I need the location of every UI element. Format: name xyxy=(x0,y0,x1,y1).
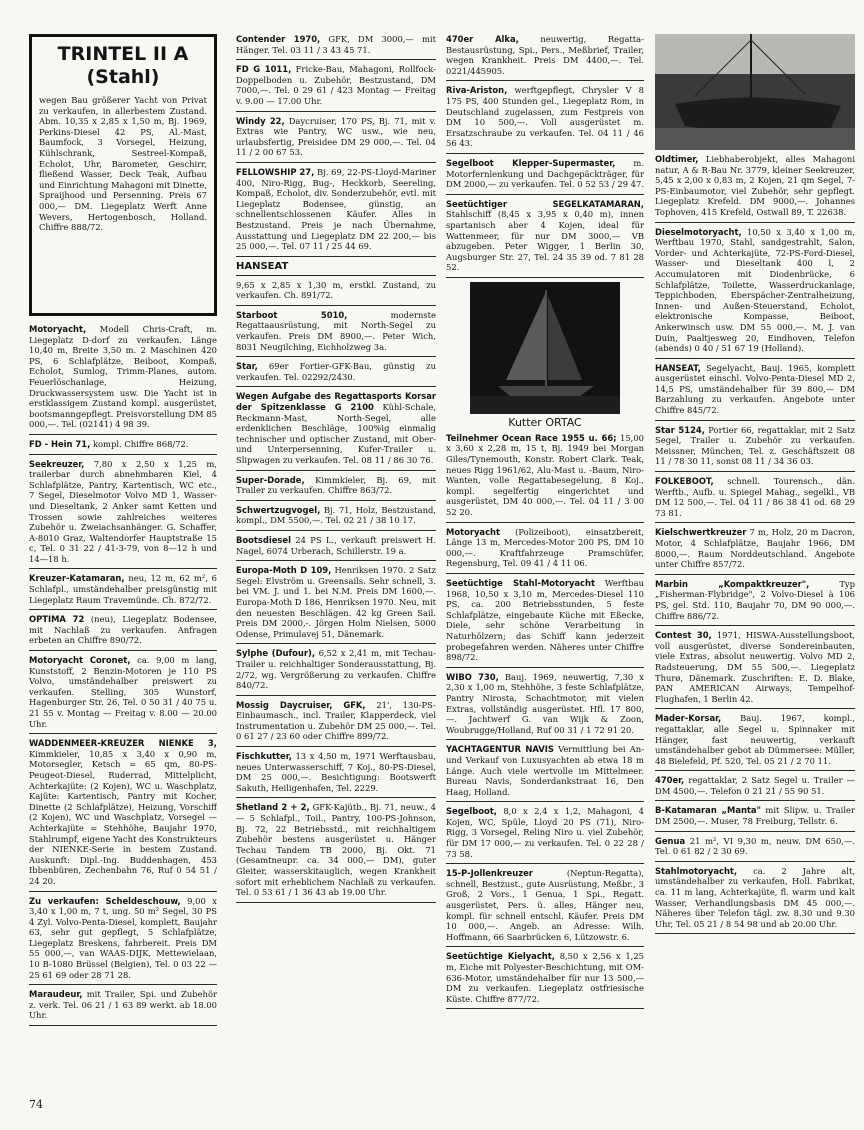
classified-ad-text: Typ „Fisherman-Flybridge", 2 Volvo-Diesel à 106 PS, gel. Std. 110, Baujahr 70, DM 90 000,—. Chiffre 886/72. xyxy=(655,578,855,621)
classified-ad-title: FOLKEBOOT, xyxy=(655,476,714,487)
classified-ad xyxy=(236,116,436,163)
classified-ad xyxy=(655,579,855,626)
classified-ad-text: Fricke-Bau, Mahagoni, Rollfock-Doppelboden u. Zubehör, Bestzustand, DM 7000,—. Tel. 0 29 61 / 423 Montag — Freitag v. 9.00 — 17.00 Uhr. xyxy=(236,64,436,106)
classified-ad-text: 8,50 x 2,56 x 1,25 m, Eiche mit Polyester-Beschichtung, mit OM-636-Motor, umständehalber für nur 13 500,— DM zu verkaufen. Liegeplatz ostfriesische Küste. Chiffre 877/72. xyxy=(446,951,644,1004)
classified-ad-text: Bauj. 1967, kompl., regattaklar, alle Segel u. Spinnaker mit Hänger, fast neuwertig, verkauft umständehalber gebot ab Dümmersee: Müller, 48 Bielefeld, Pf. 520, Tel. 05 21 / 2 70 11. xyxy=(655,713,855,766)
classified-ad-title: Riva-Ariston, xyxy=(446,85,508,96)
classified-ad xyxy=(29,573,217,610)
classified-ad-title: WIBO 730, xyxy=(446,671,499,682)
classified-ad-title: Genua xyxy=(655,835,686,846)
classified-ad-text: werftgepflegt, Chrysler V 8 175 PS, 400 Stunden gel., Liegeplatz Rom, in Deutschland zugelassen, zum Festpreis von DM 10 500,—. Voll ausgerüstet m. Ersatzschraube zu verkaufen. Tel. 04 11 / 46 56 43. xyxy=(446,85,644,149)
classified-ad-text: neu, 12 m, 62 m², 6 Schlafpl., umständehalber preisgünstig mit Liegeplatz Raum Travemünde. Ch. 872/72. xyxy=(29,573,217,605)
classified-ad-title: Starboot 5010, xyxy=(236,309,348,320)
kutter-ortac-title: Teilnehmer Ocean Race 1955 u. 66; xyxy=(446,432,617,443)
classified-ad xyxy=(446,34,644,81)
classified-ad-text: Portier 66, regattaklar, mit 2 Satz Segel, Trailer u. Zubehör zu verkaufen. Meissner, München, Tel. z. Geschäftszeit 08 11 / 78 30 11, sonst 08 11 / 34 36 03. xyxy=(655,424,855,467)
classified-ad-title: Segelboot Klepper-Supermaster, xyxy=(446,157,616,168)
classified-ad-text: Segelyacht, Bauj. 1965, komplett ausgerüstet einschl. Volvo-Penta-Diesel MD 2, 14,5 PS, umständehalber für 39 800,— DM Barzahlung zu verkaufen. Angebote unter Chiffre 845/72. xyxy=(655,362,855,416)
classified-ad-text: 69er Fortier-GFK-Bau, günstig zu verkaufen. Tel. 02292/2430. xyxy=(236,361,436,382)
kutter-ortac-photo xyxy=(470,282,620,414)
oldtimer-photo xyxy=(655,34,855,150)
classified-ad xyxy=(29,989,217,1026)
classified-ad xyxy=(29,324,217,435)
classified-ad-title: Contest 30, xyxy=(655,630,712,641)
classified-ad-title: Seetüchtige Stahl-Motoryacht xyxy=(446,578,595,588)
classified-ad-text: schnell. Tourensch., dän. Werftb., Aufb. u. Spiegel Mahag., segelkl., VB DM 12 500,—. Tel. 04 11 / 86 38 41 od. 68 29 73 81. xyxy=(655,476,855,518)
classified-ad-title: HANSEAT, xyxy=(655,362,701,373)
classified-ad-title: Seetüchtige Kielyacht, xyxy=(446,951,555,962)
classified-ad-title: Motoryacht Coronet, xyxy=(29,655,131,666)
classified-ad-text: neuwertig, Regatta-Bestausrüstung, Spi., Pers., Meßbrief, Trailer, wegen Krankheit. Preis DM 4400,—. Tel. 0221/445905. xyxy=(446,34,644,76)
classified-ad-text: (neu), Liegeplatz Bodensee, mit Nachlaß zu verkaufen. Anfragen erbeten an Chiffre 890/72. xyxy=(29,614,217,646)
classified-ad-text: 7,80 x 2,50 x 1,25 m, trailerbar durch abnehmbaren Kiel, 4 Schlafplätze, Pantry, Kartentisch, WC etc., 7 Segel, Dieselmotor Volvo MD 1, Wasser- und Dieseltank, 2 Anker samt Ketten und Trossen sowie zahlreiches weiteres Zubehör u. Zweiachsanhänger. G. Schaffer, A-8010 Graz, Waltendorfer Hauptstraße 15 c, Tel. 0 31 22 / 41-3-79, von 8—12 h und 14—18 h. xyxy=(29,458,217,564)
classified-ad-text: Stahlschiff (8,45 x 3,95 x 0,40 m), innen spartanisch aber 4 Kojen, ideal für Wattenmeer, für nur DM 3000,— VB abzugeben. Peter Wigger, 1 Berlin 30, Augsburger Str. 27, Tel. 24 35 39 od. 7 81 28 52. xyxy=(446,209,644,273)
oldtimer-ad xyxy=(655,154,855,223)
classified-ad xyxy=(655,527,855,574)
classified-ad-text: mit Slipw. u. Trailer DM 2500,—. Muser, 78 Freiburg, Tellstr. 6. xyxy=(655,805,855,827)
oldtimer-title: Oldtimer, xyxy=(655,154,699,164)
classified-ad-text: 6,52 x 2,41 m, mit Techau-Trailer u. reichhaltiger Sonderausstattung, Bj. 2/72, wg. Vergrößerung zu verkaufen. Chiffre 840/72. xyxy=(236,648,436,691)
classified-ad xyxy=(655,866,855,935)
classified-ad-text: 21', 130-PS-Einbaumasch., incl. Trailer, Klapperdeck, viel Instrumentation u. Zubehör DM 25 000,—. Tel. 0 61 27 / 23 60 oder Chiffre 899/72. xyxy=(236,699,436,742)
classified-ad xyxy=(446,578,644,668)
classified-ad-title: FD G 1011, xyxy=(236,64,292,75)
classified-ad-title: Kreuzer-Katamaran, xyxy=(29,573,125,584)
classified-ad-title: Seetüchtiger SEGELKATAMARAN, xyxy=(446,198,644,209)
page-number: 74 xyxy=(29,1098,43,1111)
classified-ad xyxy=(655,425,855,472)
classified-ad-title: Star 5124, xyxy=(655,424,705,435)
classified-ad xyxy=(446,527,644,574)
column-1-ads xyxy=(29,324,217,1026)
classified-ad-title: Zu verkaufen: Scheldeschouw, xyxy=(29,895,181,906)
classified-ad xyxy=(236,310,436,357)
classified-ad-title: Kielschwertkreuzer xyxy=(655,527,747,538)
classified-ad-text: kompl. Chiffre 868/72. xyxy=(92,438,189,449)
classified-ad-text: GFK, DM 3000,— mit Hänger. Tel. 03 11 / 3 43 45 71. xyxy=(236,34,436,55)
classified-ad xyxy=(236,361,436,387)
classified-ad-text: 24 PS L., verkauft preiswert H. Nagel, 6074 Urberach, Schillerstr. 19 a. xyxy=(236,534,436,556)
classified-ad-text: Henriksen 1970. 2 Satz Segel: Elvström u. Greensails. Sehr schnell, 3. bei VM. J. und 1. bei N.M. Preis DM 1600,—. Europa-Moth D 186, Henriksen 1970. Neu, mit den neuesten Beschlägen. 42 kg Green Sail. Preis DM 2000,-. Jörgen Holm Nielsen, 5000 Odense, Primulavej 51, Dänemark. xyxy=(236,565,436,639)
classified-ad-text: Bj. 69, 22-PS-Lloyd-Mariner 400, Niro-Rigg, Bug-, Heckkorb, Seereling, Kompaß, Echolot, div. Sonderzubehör, evtl. mit Liegeplatz Bodensee, günstig, an schnellentschlossenen Käufer. Alles in Bestzustand. Preis je nach Übernahme, Ausstattung und Liegeplatz DM 22 200,— bis 25 000,—. Tel. 07 11 / 25 44 69. xyxy=(236,166,436,252)
classified-ad-text: Bauj. 1969, neuwertig, 7,30 x 2,30 x 1,00 m, Stehhöhe, 3 feste Schlafplätze, Pantry Nirosta, Schachtmotor, mit vielen Extras, vollständig ausgerüstet. Hfl. 17 800,—. Jachtwerf G. van Wijk & Zoon, Woubrugge/Holland, Ruf 00 31 / 1 72 91 20. xyxy=(446,671,644,735)
classified-ad xyxy=(655,805,855,831)
classified-ad-text: ca. 9,00 m lang, Kunststoff, 2 Benzin-Motoren je 110 PS Volvo, umständehalber preiswert zu verkaufen. Stelling, 305 Wunstorf, Hagenburger Str. 26, Tel. 0 50 31 / 40 75 u. 21 55 v. Montag — Freitag v. 8.00 — 20.00 Uhr. xyxy=(29,655,217,729)
classified-ad-text: 7 m, Holz, 20 m Dacron, Motor, 4 Schlafplätze, Baujahr 1966, DM 8000,—. Raum Norddeutschland. Angebote unter Chiffre 857/72. xyxy=(655,527,855,570)
classified-ad xyxy=(655,836,855,862)
classified-ad xyxy=(236,802,436,902)
classified-ad xyxy=(236,648,436,695)
classified-ad-title: Marbin „Kompaktkreuzer", xyxy=(655,578,810,589)
classified-ad-text: 13 x 4,50 m, 1971 Werftausbau, neues Unterwasserschiff, 7 Koj., 80-PS-Diesel, DM 25 000,—. Besichtigung: Bootswerft Sakuth, Heiligenhafen, Tel. 2229. xyxy=(236,751,436,793)
classified-ad xyxy=(236,700,436,747)
oldtimer-text: Liebhaberobjekt, alles Mahagoni natur, A & R-Bau Nr. 3779, kleiner Seekreuzer, 5,45 x 2,00 x 0,83 m, 2 Kojen, 21 qm Segel, 7-PS-Einbaumotor, viel Zubehör, sehr gepflegt. Liegeplatz Krefeld. DM 9000,—. Johannes Tophoven, 415 Krefeld, Ostwall 89, T. 22638. xyxy=(655,154,855,217)
classified-ad xyxy=(236,167,436,257)
classified-ad xyxy=(446,868,644,947)
classified-ad-title: WADDENMEER-KREUZER NIENKE 3, xyxy=(29,738,217,749)
classified-ad-title: Maraudeur, xyxy=(29,989,83,1000)
classified-ad-title: 15-P-Jollenkreuzer xyxy=(446,868,533,879)
classified-ad xyxy=(29,459,217,570)
classified-ad-title: FD - Hein 71, xyxy=(29,438,91,449)
classified-ad xyxy=(236,475,436,501)
classified-ad xyxy=(446,806,644,864)
classified-ad-title: Schwertzugvogel, xyxy=(236,504,321,515)
hanseat-ad xyxy=(236,261,436,306)
classified-ad-text: ca. 2 Jahre alt, umständehalber zu verkaufen, Holl. Fabrikat, ca. 11 m lang, Achterkajüte, fl. warm und kalt Wasser, Verhandlungsbasis DM 45 000,—. Näheres über Telefon tägl. zw. 8.30 und 9.30 Uhr, Tel. 05 21 / 8 54 98 und ab 20.00 Uhr. xyxy=(655,865,855,929)
classified-ad-text: Vermittlung bei An- und Verkauf von Luxusyachten ab etwa 18 m Länge. Auch viele wertvolle im Mittelmeer. Bureau Navis, Sonderdankstraat 16, Den Haag, Holland. xyxy=(446,744,644,797)
classified-ad-title: Dieselmotoryacht, xyxy=(655,226,742,237)
classified-ad-text: (Polizeiboot), einsatzbereit, Länge 13 m, Mercedes-Motor 200 PS, DM 10 000,—. Kraftfahrzeuge Pramschüfer, Regensburg, Tel. 09 41 / 4 11 06. xyxy=(446,526,644,569)
classified-ad-title: Bootsdiesel xyxy=(236,534,291,545)
classified-ad xyxy=(655,227,855,359)
classified-ad xyxy=(446,672,644,741)
classified-ad xyxy=(29,896,217,986)
classified-ad xyxy=(29,614,217,651)
classified-ad-text: Kimmkieler, 10,85 x 3,40 x 0,90 m, Motorsegler, Ketsch = 65 qm, 80-PS-Peugeot-Diesel, Ruderrad, Mittelplicht, Achterkajüte: (2 Kojen), WC u. Waschplatz, Kajüte: Kartentisch, Pantry mit Kocher, Dinette (2 Schlafplätze), Heizung, Vorschiff (2 Kojen), WC und Waschplatz, Vorsegel — Achterkajüte = Stehhöhe, Baujahr 1970, Stahlrumpf, eigene Yacht des Konstrukteurs der NIENKE-Serie in bestem Zustand. Auskunft: Dipl.-Ing. Buddenhagen, 453 Ibbenbüren, Zechenbahn 76, Ruf 0 54 51 / 24 20. xyxy=(29,748,217,886)
kutter-ortac-caption: Kutter ORTAC xyxy=(508,415,582,429)
classified-ad xyxy=(29,655,217,734)
classified-ad-title: 470er Alka, xyxy=(446,34,519,44)
classified-ad-text: 9,00 x 3,40 x 1,00 m, 7 t, ung. 50 m² Segel, 30 PS 4 Zyl. Volvo-Penta-Diesel, komplett, Baujahr 63, sehr gut gepflegt, 5 Schlafplätze, Liegeplatz Breskens, fahrbereit. Preis DM 55 000,—, van WAAS-DIJK, Mettewielaan, 10 B-1080 Brüssel (Belgien), Tel. 0 03 22 — 25 61 69 oder 28 71 28. xyxy=(29,895,217,980)
kutter-ortac-ad xyxy=(446,433,644,523)
sailboat-photo-icon xyxy=(470,282,620,414)
kutter-ortac-text: 15,00 x 3,60 x 2,28 m, 15 t, Bj. 1949 bei Morgan Giles/Tynemouth, Konstr. Robert Clark. Teak, neues Rigg 1961/62, Alu-Mast u. -Baum, Niro-Wanten, volle Regattabesegelung, 8 Koj., kompl. segelfertig eingerichtet und ausgerüstet, DM 40 000,—. Tel. 04 11 / 3 00 52 20. xyxy=(446,432,644,518)
classified-ad xyxy=(655,775,855,801)
classified-ad-text: (Neptun-Regatta), schnell, Bestzust., gute Ausrüstung, Meßbr., 3 Groß, 2 Vors., 1 Genua, 1 Spi., Regatt. ausgerüstet, Pers. ü. alles, Hänger neu, kompl. für schnell entschl. Käufer. Preis DM 10 000,—. Angeb. an Adresse: Wilh. Hoffmann, 66 Saarbrücken 6, Lützowstr. 6. xyxy=(446,868,644,942)
classified-ad-title: Windy 22, xyxy=(236,115,285,126)
hanseat-heading: HANSEAT xyxy=(236,261,436,276)
classified-ad-title: YACHTAGENTUR NAVIS xyxy=(446,744,554,755)
classified-ad-text: Kühl-Schale, Reckmann-Mast, North-Segel, alle erdenklichen Beschläge, 100%ig einmalig technischer und optischer Zustand, mit Ober- und Unterpersenning, Kufer-Trailer u. Slipwagen zu verkaufen. Tel. 08 11 / 86 30 76. xyxy=(236,402,436,465)
classified-ad-title: Motoryacht, xyxy=(29,324,87,334)
classified-ad-text: modernste Regattaausrüstung, mit North-Segel zu verkaufen. Preis DM 8900,—. Peter Wich, 8031 Neugilching, Eichholzweg 3a. xyxy=(236,309,436,352)
column-2-ads-top xyxy=(236,34,436,257)
classified-ad-title: Fischkutter, xyxy=(236,751,292,762)
classified-ad-text: regattaklar, 2 Satz Segel u. Trailer — DM 4500,—. Telefon 0 21 21 / 55 90 51. xyxy=(655,775,855,796)
classified-ad-title: Contender 1970, xyxy=(236,34,321,44)
classified-ad xyxy=(446,199,644,278)
classified-ad-text: Kimmkieler, Bj. 69, mit Trailer zu verkaufen. Chiffre 863/72. xyxy=(236,474,436,496)
classified-ad-title: FELLOWSHIP 27, xyxy=(236,166,315,177)
classified-ad xyxy=(446,85,644,154)
classified-ad-text: 10,50 x 3,40 x 1,00 m, Werftbau 1970, Stahl, sandgestrahlt, Salon, Vorder- und Achterkajüte, 72-PS-Ford-Diesel, Wasser- und Dieseltank 400 l, 2 Accumulatoren mit Diodenbrücke, 6 Schlafplätze, Toilette, Wasserdruckanlage, Teppichboden, Eberspächer-Zentralheizung, Innen- und Außen-Steuerstand, Echolot, elektronische Kompasse, Beiboot, Ankerwinsch usw. DM 55 000,—. M. J. van Duin, Paaltjesweg 20, Eindhoven, Telefon (abends) 0 40 / 51 67 19 (Holland). xyxy=(655,226,855,354)
classified-ad-text: m. Motorfernlenkung und Dachgepäckträger, für DM 2000,— zu verkaufen. Tel. 0 52 53 / 29 47. xyxy=(446,157,644,190)
classified-ad xyxy=(236,391,436,470)
classified-ad xyxy=(446,951,644,1009)
column-4 xyxy=(655,34,855,938)
classified-ad-title: Star, xyxy=(236,361,258,372)
column-3-ads-top xyxy=(446,34,644,278)
column-3 xyxy=(446,34,644,1013)
classified-ad xyxy=(655,363,855,421)
classified-ad-text: 21 m², VI 9,30 m, neuw. DM 650,—. Tel. 0 61 82 / 2 30 69. xyxy=(655,835,855,857)
featured-ad-text: wegen Bau größerer Yacht von Privat zu verkaufen, in allerbestem Zustand. Abm. 10,35 x 2,85 x 1,50 m, Bj. 1969, Perkins-Diesel 42 PS, Al.-Mast, Baumfock, 3 Vorsegel, Heizung, Kühlschrank, Sestreel-Kompaß, Echolot, Uhr, Barometer, Geschirr, fließend Wasser, Deck Teak, Aufbau und Einrichtung Mahagoni mit Dinette, Spraijhood und Persenning. Preis 67 000,— DM. Liegeplatz Werft Anne Wevers, Hertogenbosch, Holland. Chiffre 888/72. xyxy=(39,95,207,233)
classified-ad-text: 8,0 x 2,4 x 1,2, Mahagoni, 4 Kojen, WC, Spüle, Lloyd 20 PS (71), Niro-Rigg, 3 Vorsegel, Reling Niro u. viel Zubehör, für DM 17 000,— zu verkaufen. Tel. 0 22 28 / 73 58. xyxy=(446,806,644,859)
classified-ad xyxy=(236,64,436,111)
classified-ad-text: GFK-Kajütb., Bj. 71, neuw., 4 — 5 Schlafpl., Toil., Pantry, 100-PS-Johnson, Bj. 72, 22 Betriebsstd., mit reichhaltigem Zubehör bestens ausgerüstet u. Hänger Techau Tandem TB 2000, Bj. Okt. 71 (Gesamtneupr. ca. 34 000,— DM), guter Gleiter, wasserskitauglich, wegen Krankheit sofort mit erheblichem Nachlaß zu verkaufen. Tel. 0 53 61 / 1 36 43 ab 19.00 Uhr. xyxy=(236,802,436,898)
column-2-ads-bottom xyxy=(236,310,436,903)
classified-ad-title: Wegen Aufgabe des Regattasports Korsar der Spitzenklasse G 2100 xyxy=(236,391,436,413)
classified-ad-title: Motoryacht xyxy=(446,526,501,537)
featured-ad-subheading: (Stahl) xyxy=(86,66,160,88)
classified-ad xyxy=(655,630,855,709)
classified-ad-title: 470er, xyxy=(655,775,685,786)
classified-ad xyxy=(236,751,436,798)
classified-ad-title: OPTIMA 72 xyxy=(29,614,85,625)
classified-ad xyxy=(236,505,436,531)
classified-ad-title: Super-Dorade, xyxy=(236,474,305,485)
classified-ad xyxy=(236,535,436,561)
featured-ad-heading: TRINTEL II A xyxy=(57,43,189,65)
classified-ad-text: Werftbau 1968, 10,50 x 3,10 m, Mercedes-Diesel 110 PS, ca. 200 Betriebsstunden, 5 feste Schlafplätze, eingebaute Küche mit Eßecke, Diele, sehr schöne Verarbeitung in Naturhölzern; das Schiff kann jederzeit probegefahren werden. Näheres unter Chiffre 898/72. xyxy=(446,578,644,663)
classified-ad-text: 1971, HISWA-Ausstellungsboot, voll ausgerüstet, diverse Sondereinbauten, viele Extras, absolut neuwertig. Volvo MD 2, Radsteuerung, DM 55 500,—. Liegeplatz Thurø, Dänemark. Zuschriften: E. D. Blake, PAN AMERICAN Airways, Tempelhof-Flughafen, 1 Berlin 42. xyxy=(655,630,855,704)
classified-ad xyxy=(655,713,855,771)
column-3-ads-bottom xyxy=(446,527,644,1010)
classified-ad-title: B-Katamaran „Manta" xyxy=(655,805,761,816)
classified-ad xyxy=(29,439,217,455)
featured-ad-trintel xyxy=(29,34,217,316)
column-4-ads xyxy=(655,227,855,935)
classified-ad xyxy=(655,476,855,523)
classified-ad-text: Daycruiser, 170 PS, Bj. 71, mit v. Extras wie Pantry, WC usw., wie neu, urlaubsfertig, Preisidee DM 29 000,—. Tel. 04 11 / 2 00 67 53. xyxy=(236,115,436,158)
classified-ad-title: Stahlmotoryacht, xyxy=(655,865,738,876)
classified-ad xyxy=(236,565,436,644)
classified-ad-title: Mossig Daycruiser, GFK, xyxy=(236,699,366,710)
column-1 xyxy=(29,34,217,1030)
classified-ad xyxy=(29,738,217,891)
classified-ad-title: Europa-Moth D 109, xyxy=(236,565,332,576)
classified-ad xyxy=(446,158,644,195)
column-2 xyxy=(236,34,436,907)
classified-ad xyxy=(236,34,436,60)
classified-ad-text: Modell Chris-Craft, m. Liegeplatz D-dorf zu verkaufen. Länge 10,40 m, Breite 3,50 m. 2 Maschinen 420 PS, 6 Schlafplätze, Beiboot, Kompaß, Echolot, Sumlog, Trimm-Planes, autom. Feuerlöschanlage, Heizung, Druckwassersystem usw. Die Yacht ist in erstklassigem Zustand kompl. ausgerüstet, bootsmanngepflegt. Preisvorstellung DM 85 000,—. Tel. (02141) 4 98 39. xyxy=(29,324,217,430)
classified-ad-title: Sylphe (Dufour), xyxy=(236,648,316,659)
boat-harbor-photo-icon xyxy=(655,34,855,150)
classified-ad-title: Shetland 2 + 2, xyxy=(236,802,310,813)
hanseat-text: 9,65 x 2,85 x 1,30 m, erstkl. Zustand, zu verkaufen. Ch. 891/72. xyxy=(236,279,436,301)
classified-ad-text: Bj. 71, Holz, Bestzustand, kompl., DM 5500,—. Tel. 02 21 / 38 10 17. xyxy=(236,504,436,526)
classified-ad-text: mit Trailer, Spi. und Zubehör z. verk. Tel. 06 21 / 1 63 89 werkt. ab 18.00 Uhr. xyxy=(29,989,217,1021)
classified-ad-title: Segelboot, xyxy=(446,806,497,817)
classified-ad xyxy=(446,744,644,802)
classified-ad-title: Mader-Korsar, xyxy=(655,713,722,724)
classified-ad-title: Seekreuzer, xyxy=(29,458,85,469)
